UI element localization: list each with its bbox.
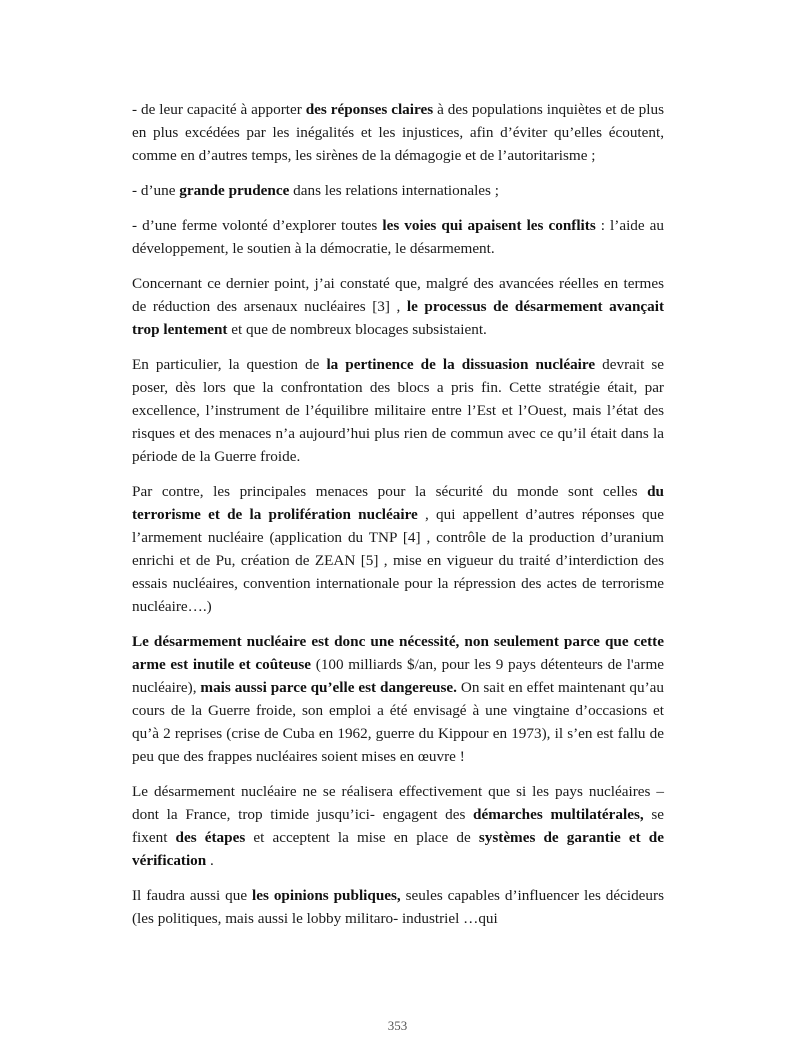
bold-segment: des étapes (175, 829, 246, 846)
bold-segment: des réponses claires (305, 101, 434, 118)
text-segment: Concernant ce dernier point, j’ai constaté que, malgré des avancées réelles en termes de réduction des arsenaux nucléaires [3] , (132, 275, 664, 315)
bold-segment: Le désarmement nucléaire est donc une nécessité, non seulement parce que cette arme est inutile et coûteuse (132, 633, 664, 673)
text-segment: . (206, 852, 214, 869)
paragraph-3 (132, 214, 664, 260)
bold-segment: du terrorisme et de la prolifération nucléaire (132, 483, 664, 523)
bold-segment: la pertinence de la dissuasion nucléaire (326, 356, 596, 373)
document-body (132, 98, 664, 942)
text-segment: se fixent (132, 806, 664, 846)
bold-segment: grande prudence (179, 182, 290, 199)
paragraph-6 (132, 480, 664, 618)
text-segment: devrait se poser, dès lors que la confrontation des blocs a pris fin. Cette stratégie était, par excellence, l’instrument de l’équilibre militaire entre l’Est et l’Ouest, mais l’état des risques et des menaces n’a aujourd’hui plus rien de commun avec ce qu’il était dans la période de la Guerre froide. (132, 356, 664, 465)
text-segment: : l’aide au développement, le soutien à la démocratie, le désarmement. (132, 217, 664, 257)
paragraph-7 (132, 630, 664, 768)
bold-segment: systèmes de garantie et de vérification (132, 829, 664, 869)
text-segment: seules capables d’influencer les décideurs (les politiques, mais aussi le lobby militaro- industriel …qui (132, 887, 664, 927)
text-segment: et acceptent la mise en place de (245, 829, 479, 846)
bold-segment: démarches multilatérales, (473, 806, 644, 823)
bold-segment: les opinions publiques, (252, 887, 401, 904)
text-segment: - d’une ferme volonté d’explorer toutes (132, 217, 383, 234)
paragraph-8 (132, 780, 664, 872)
text-segment: - d’une (132, 182, 180, 199)
paragraph-9 (132, 884, 664, 930)
text-segment: On sait en effet maintenant qu’au cours de la Guerre froide, son emploi a été envisagé à une vingtaine d’occasions et qu’à 2 reprises (crise de Cuba en 1962, guerre du Kippour en 1973), il s’en est fallu de peu que des frappes nucléaires soient mises en œuvre ! (132, 679, 664, 765)
bold-segment: mais aussi parce qu’elle est dangereuse. (200, 679, 457, 696)
text-segment: - de leur capacité à apporter (132, 101, 306, 118)
bold-segment: le processus de désarmement avançait trop lentement (132, 298, 664, 338)
text-segment: dans les relations internationales ; (289, 182, 499, 199)
text-segment: (100 milliards $/an, pour les 9 pays détenteurs de l'arme nucléaire), (132, 656, 665, 696)
text-segment: , qui appellent d’autres réponses que l’armement nucléaire (application du TNP [4] , contrôle de la production d’uranium enrichi et de Pu, création de ZEAN [5] , mise en vigueur du traité d’interdiction des essais nucléaires, convention internationale pour la répression des actes de terrorisme nucléaire….) (132, 506, 664, 615)
text-segment: à des populations inquiètes et de plus en plus excédées par les inégalités et les injustices, afin d’éviter qu’elles écoutent, comme en d’autres temps, les sirènes de la démagogie et de l’autoritarisme ; (132, 101, 664, 164)
paragraph-4 (132, 272, 664, 341)
text-segment: En particulier, la question de (132, 356, 327, 373)
text-segment: Il faudra aussi que (132, 887, 253, 904)
paragraph-1 (132, 98, 664, 167)
bold-segment: les voies qui apaisent les conflits (382, 217, 596, 234)
text-segment: Le désarmement nucléaire ne se réalisera effectivement que si les pays nucléaires –dont la France, trop timide jusqu’ici- engagent des (132, 783, 664, 823)
page-number: 353 (387, 1018, 408, 1033)
paragraph-2 (132, 179, 664, 202)
text-segment: et que de nombreux blocages subsistaient. (227, 321, 487, 338)
paragraph-5 (132, 353, 664, 468)
text-segment: Par contre, les principales menaces pour la sécurité du monde sont celles (132, 483, 648, 500)
